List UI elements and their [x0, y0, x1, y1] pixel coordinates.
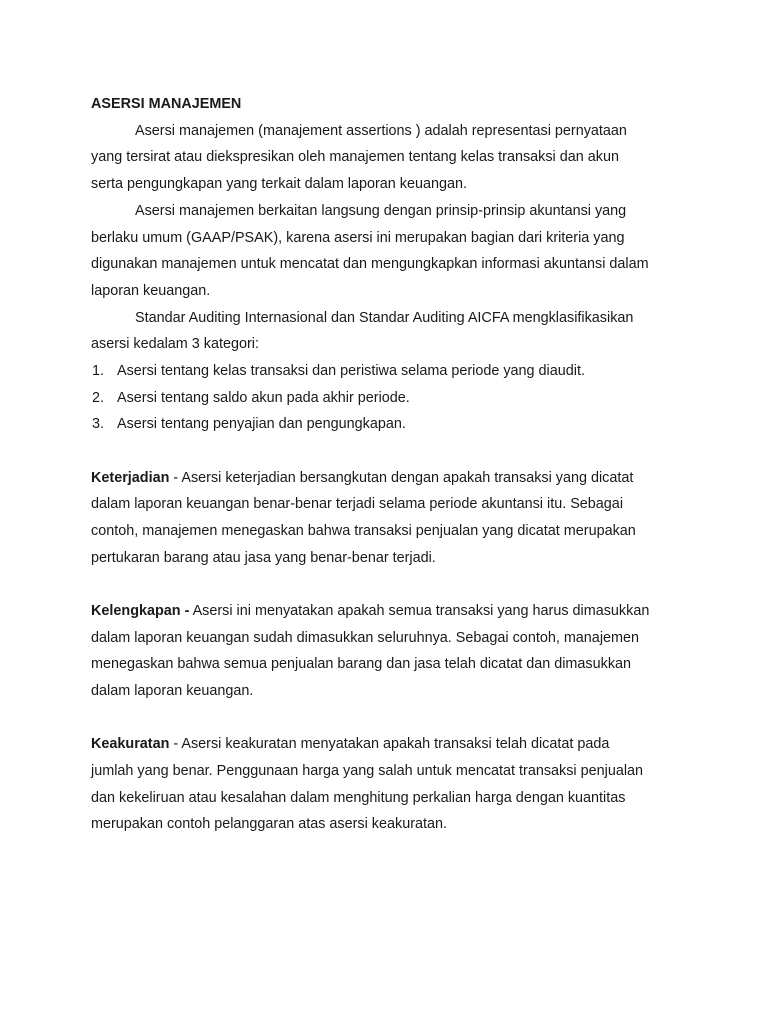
list-item-number: 3. — [92, 416, 105, 433]
keakuratan-line-1-text: - Asersi keakuratan menyatakan apakah transaksi telah dicatat pada — [169, 736, 610, 753]
kelengkapan-line-3: menegaskan bahwa semua penjualan barang dan jasa telah dicatat dan dimasukkan — [91, 656, 632, 673]
list-item-number: 1. — [92, 363, 105, 380]
keterjadian-line-2: dalam laporan keuangan benar-benar terjadi selama periode akuntansi itu. Sebagai — [91, 496, 624, 513]
keterjadian-line-1 — [91, 465, 691, 492]
keterjadian-line-1-text: - Asersi keterjadian bersangkutan dengan apakah transaksi yang dicatat — [169, 469, 634, 486]
intro-paragraph-1-line-2: yang tersirat atau diekspresikan oleh manajemen tentang kelas transaksi dan akun — [91, 149, 619, 166]
intro-paragraph-3-line-2: asersi kedalam 3 kategori: — [91, 336, 259, 353]
intro-paragraph-1-line-1: Asersi manajemen (manajement assertions ) adalah representasi pernyataan — [135, 122, 627, 139]
list-item-text: Asersi tentang penyajian dan pengungkapan. — [117, 416, 406, 433]
intro-paragraph-2-line-2: berlaku umum (GAAP/PSAK), karena asersi ini merupakan bagian dari kriteria yang — [91, 229, 625, 246]
list-item — [91, 358, 691, 385]
list-item-text: Asersi tentang kelas transaksi dan peristiwa selama periode yang diaudit. — [117, 363, 585, 380]
intro-paragraph-2-line-4: laporan keuangan. — [91, 282, 211, 299]
keakuratan-line-2: jumlah yang benar. Penggunaan harga yang salah untuk mencatat transaksi penjualan — [91, 762, 644, 779]
keterjadian-line-3: contoh, manajemen menegaskan bahwa transaksi penjualan yang dicatat merupakan — [91, 523, 636, 540]
page-title: ASERSI MANAJEMEN — [91, 96, 242, 112]
kelengkapan-line-1 — [91, 598, 691, 625]
kelengkapan-line-4: dalam laporan keuangan. — [91, 683, 254, 700]
intro-paragraph-1-line-3: serta pengungkapan yang terkait dalam laporan keuangan. — [91, 176, 468, 193]
document-body — [91, 91, 691, 838]
section-spacer — [91, 705, 691, 732]
kelengkapan-line-1-text: Asersi ini menyatakan apakah semua transaksi yang harus dimasukkan — [189, 602, 650, 619]
list-item-number: 2. — [92, 389, 105, 406]
keterjadian-term: Keterjadian — [91, 469, 170, 486]
intro-paragraph-2-line-3: digunakan manajemen untuk mencatat dan mengungkapkan informasi akuntansi dalam — [91, 256, 649, 273]
category-list — [91, 358, 691, 438]
list-item — [91, 385, 691, 412]
kelengkapan-term: Kelengkapan - — [91, 602, 190, 619]
intro-paragraph-2-line-1: Asersi manajemen berkaitan langsung dengan prinsip-prinsip akuntansi yang — [135, 202, 627, 219]
intro-paragraph-3-line-1: Standar Auditing Internasional dan Standar Auditing AICFA mengklasifikasikan — [135, 309, 634, 326]
section-spacer — [91, 571, 691, 598]
list-item-text: Asersi tentang saldo akun pada akhir periode. — [117, 389, 410, 406]
section-spacer — [91, 438, 691, 465]
list-item — [91, 411, 691, 438]
keterjadian-line-4: pertukaran barang atau jasa yang benar-benar terjadi. — [91, 549, 436, 566]
keakuratan-line-1 — [91, 731, 691, 758]
keakuratan-term: Keakuratan — [91, 736, 170, 753]
kelengkapan-line-2: dalam laporan keuangan sudah dimasukkan seluruhnya. Sebagai contoh, manajemen — [91, 629, 640, 646]
keakuratan-line-3: dan kekeliruan atau kesalahan dalam menghitung perkalian harga dengan kuantitas — [91, 789, 626, 806]
keakuratan-line-4: merupakan contoh pelanggaran atas asersi keakuratan. — [91, 816, 447, 833]
